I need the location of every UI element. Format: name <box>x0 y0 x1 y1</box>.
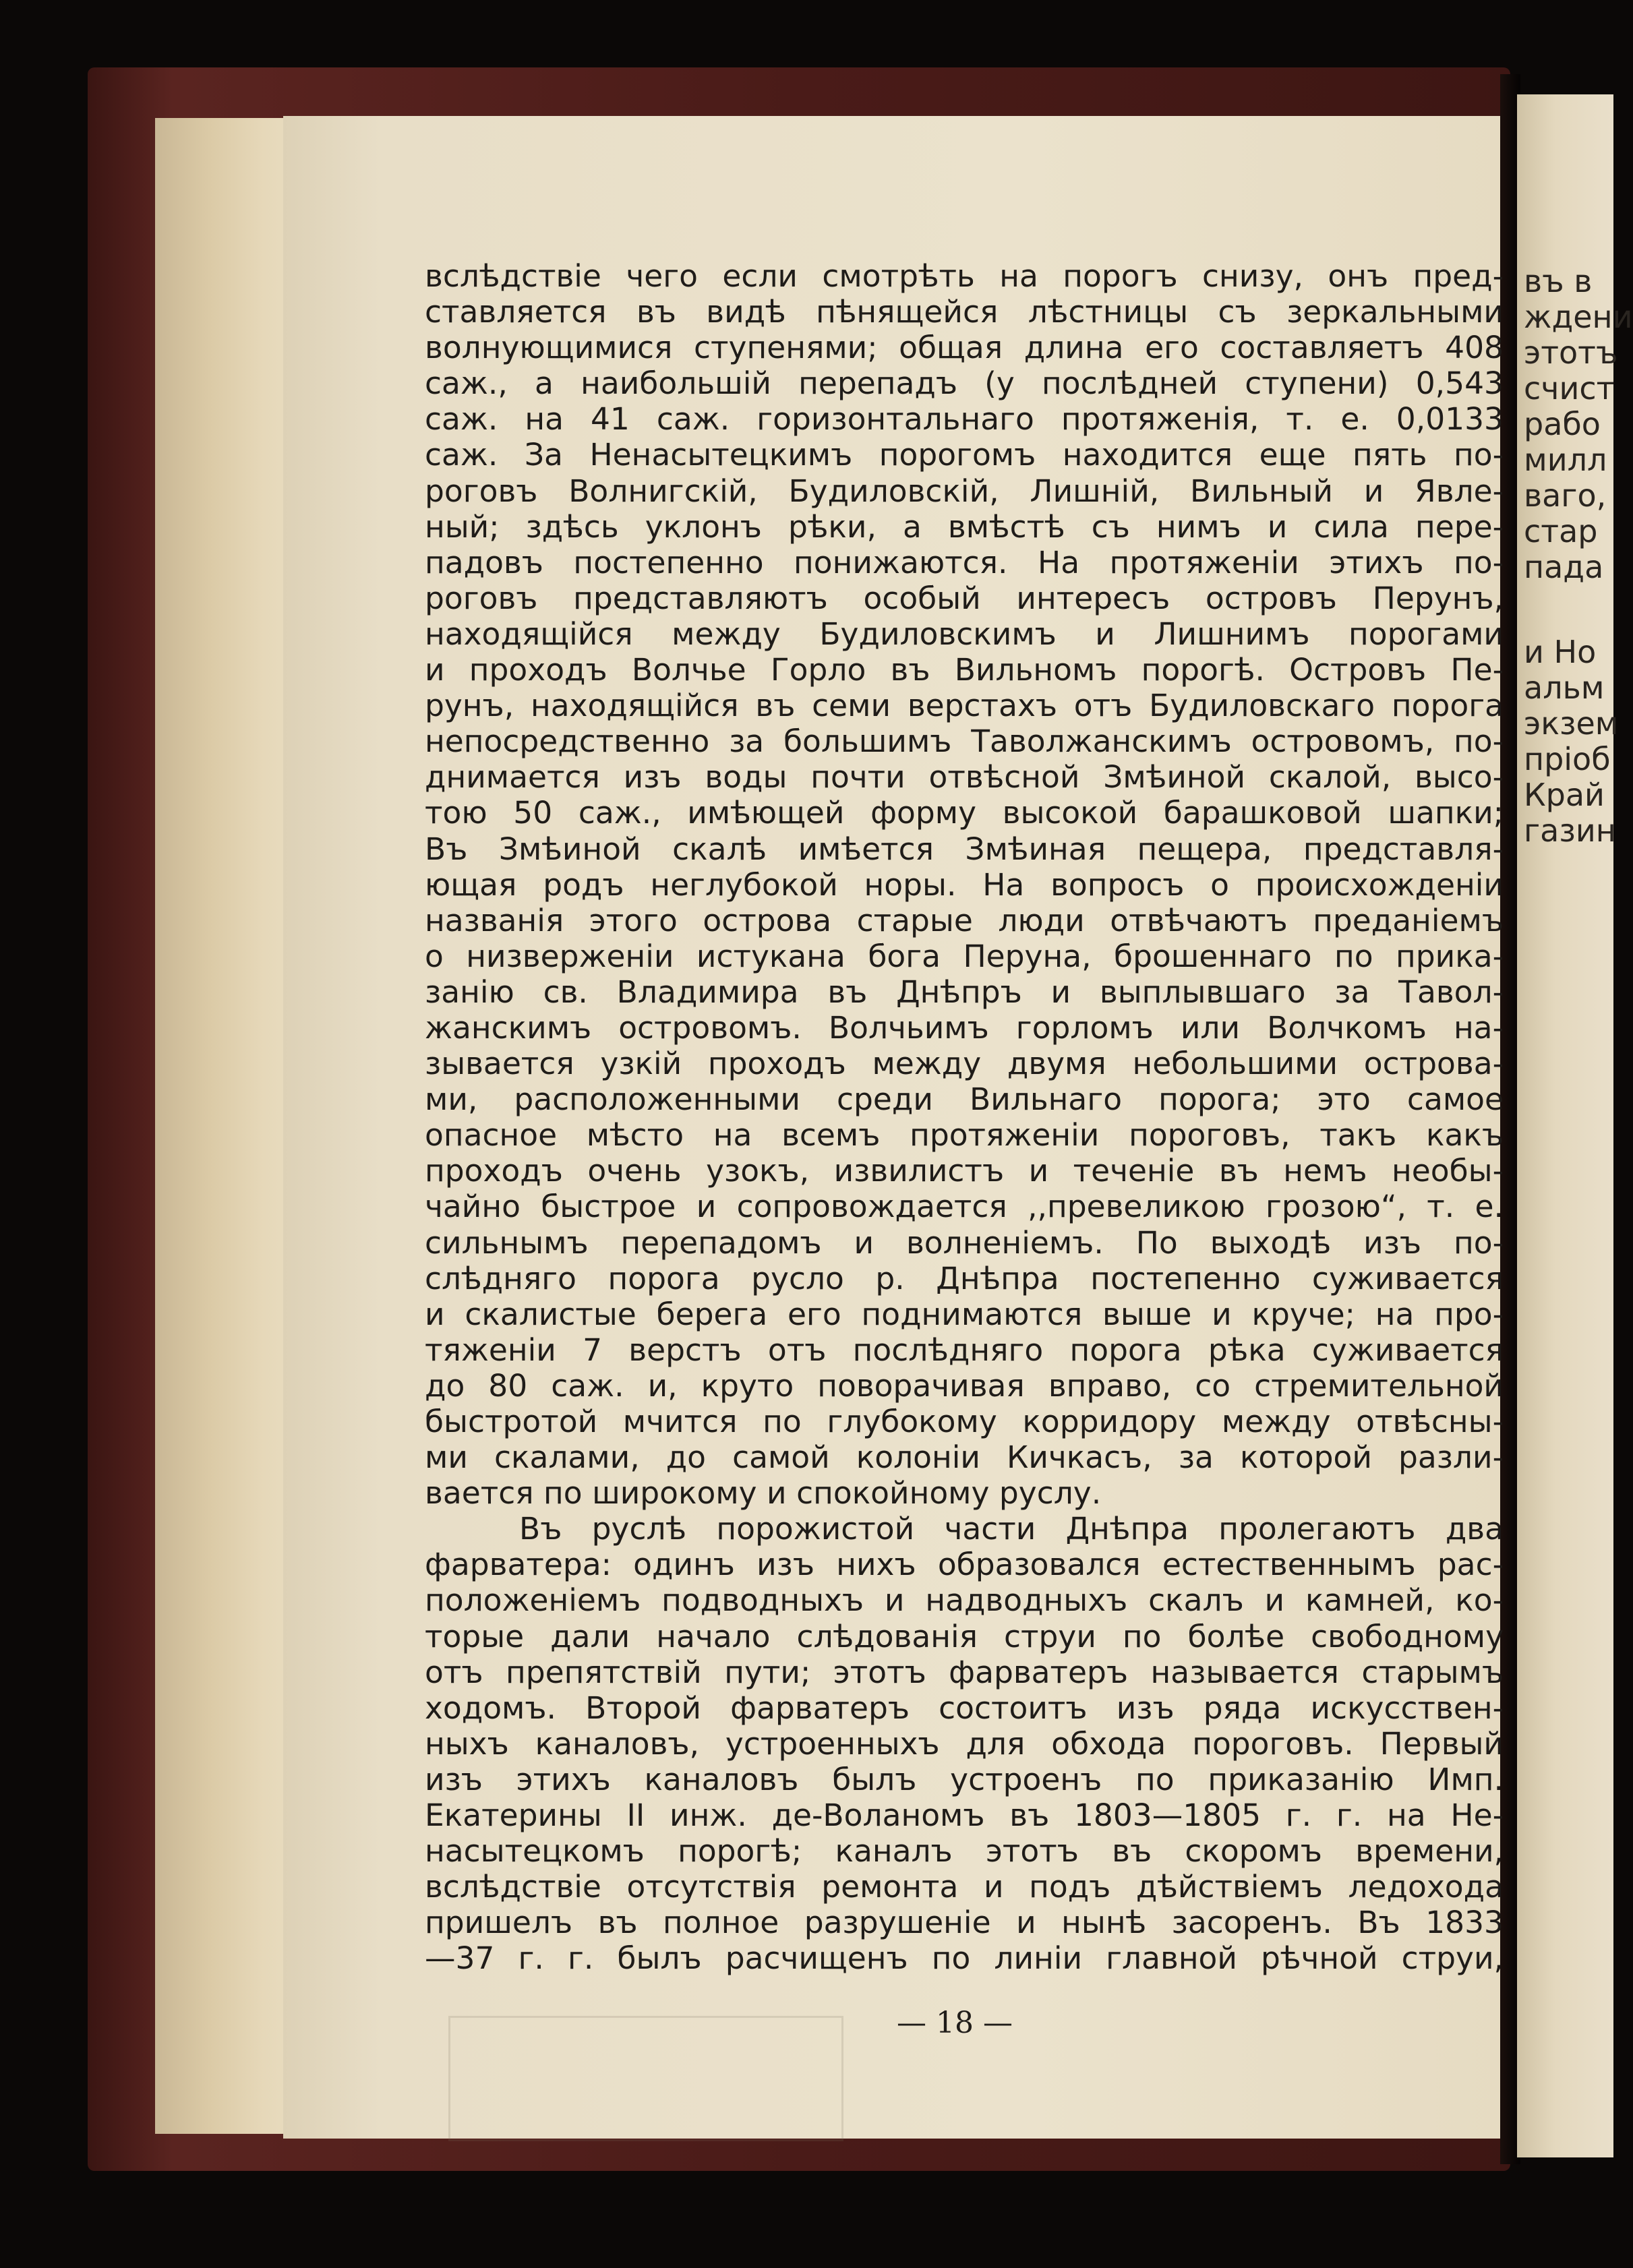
text-line: роговъ представляютъ особый интересъ островъ Перунъ, <box>425 580 1504 616</box>
text-line: роговъ Волнигскій, Будиловскій, Лишній, Вильный и Явле- <box>425 473 1504 509</box>
text-line: ный; здѣсь уклонъ рѣки, а вмѣстѣ съ нимъ и сила пере- <box>425 508 1504 545</box>
text-line: волнующимися ступенями; общая длина его составляетъ 408 <box>425 330 1504 366</box>
page-number: — 18 — <box>897 2006 1013 2040</box>
next-page-line: альм <box>1524 669 1605 706</box>
next-page-line: ваго, <box>1524 477 1607 514</box>
next-page-line: стар <box>1524 513 1598 549</box>
next-page-line: рабо <box>1524 406 1601 442</box>
text-line: названія этого острова старые люди отвѣчаютъ преданіемъ <box>425 902 1504 938</box>
text-line: Екатерины II инж. де-Воланомъ въ 1803—1805 г. г. на Не- <box>425 1797 1504 1834</box>
text-line: —37 г. г. былъ расчищенъ по линіи главной рѣчной струи, <box>425 1940 1504 1977</box>
next-page-line: этотъ <box>1524 334 1618 371</box>
text-line: жанскимъ островомъ. Волчьимъ горломъ или Волчкомъ на- <box>425 1009 1504 1046</box>
text-line: ставляется въ видѣ пѣнящейся лѣстницы съ зеркальными <box>425 294 1504 330</box>
text-line: проходъ очень узокъ, извилистъ и теченіе въ немъ необы- <box>425 1153 1504 1189</box>
text-line: быстротой мчится по глубокому корридору между отвѣсны- <box>425 1404 1504 1439</box>
text-line: торые дали начало слѣдованія струи по болѣе свободному <box>425 1618 1504 1654</box>
text-line: изъ этихъ каналовъ былъ устроенъ по приказанію Имп. <box>425 1761 1504 1797</box>
next-page-line: газин <box>1524 812 1616 849</box>
text-line: насытецкомъ порогѣ; каналъ этотъ въ скоромъ времени, <box>425 1833 1504 1870</box>
next-page-line: Край <box>1524 777 1605 813</box>
text-line: опасное мѣсто на всемъ протяженіи пороговъ, такъ какъ <box>425 1117 1504 1154</box>
text-line: пришелъ въ полное разрушеніе и нынѣ засоренъ. Въ 1833 <box>425 1905 1504 1941</box>
text-line: ныхъ каналовъ, устроенныхъ для обхода пороговъ. Первый <box>425 1725 1504 1762</box>
text-line: Въ Змѣиной скалѣ имѣется Змѣиная пещера, представля- <box>425 831 1504 867</box>
text-line: вслѣдствіе отсутствія ремонта и подъ дѣйствіемъ ледохода <box>425 1869 1504 1905</box>
text-line: до 80 саж. и, круто поворачивая вправо, со стремительной <box>425 1367 1504 1404</box>
text-line: саж. За Ненасытецкимъ порогомъ находится еще пять по- <box>425 437 1504 473</box>
text-line: зывается узкій проходъ между двумя небольшими острова- <box>425 1046 1504 1082</box>
text-line: чайно быстрое и сопровождается ,,превеликою грозою“, т. е. <box>425 1189 1504 1225</box>
text-line: вается по широкому и спокойному руслу. <box>425 1475 1102 1512</box>
text-line: и скалистые берега его поднимаются выше и круче; на про- <box>425 1296 1504 1332</box>
next-page-line: пріоб <box>1524 741 1611 777</box>
text-line: о низверженіи истукана бога Перуна, брошеннаго по прика- <box>425 938 1504 974</box>
text-line: находящійся между Будиловскимъ и Лишнимъ порогами <box>425 616 1504 652</box>
text-line: фарватера: одинъ изъ нихъ образовался естественнымъ рас- <box>425 1547 1504 1583</box>
text-line: ющая родъ неглубокой норы. На вопросъ о происхожденіи <box>425 866 1504 903</box>
next-page-line: ждени <box>1524 299 1633 335</box>
text-line: и проходъ Волчье Горло въ Вильномъ порогѣ. Островъ Пе- <box>425 652 1504 688</box>
body-text <box>425 258 1504 1977</box>
text-line: тяженіи 7 верстъ отъ послѣдняго порога рѣка суживается <box>425 1332 1504 1368</box>
text-line: отъ препятствій пути; этотъ фарватеръ называется старымъ <box>425 1654 1504 1690</box>
next-page-line: пада <box>1524 549 1604 585</box>
next-page-line: милл <box>1524 442 1607 478</box>
text-line: непосредственно за большимъ Таволжанскимъ островомъ, по- <box>425 723 1504 760</box>
text-line: занію св. Владимира въ Днѣпръ и выплывшаго за Тавол- <box>425 974 1504 1010</box>
text-line: саж. на 41 саж. горизонтальнаго протяженія, т. е. 0,0133 <box>425 401 1504 438</box>
text-line: ми скалами, до самой колоніи Кичкасъ, за которой разли- <box>425 1439 1504 1476</box>
next-page-line: счист <box>1524 370 1615 407</box>
text-line: Въ руслѣ порожистой части Днѣпра пролегаютъ два <box>519 1511 1504 1547</box>
text-line: саж., а наибольшій перепадъ (у послѣдней ступени) 0,543 <box>425 365 1504 402</box>
next-page-line: экзем <box>1524 705 1619 742</box>
text-line: слѣдняго порога русло р. Днѣпра постепенно суживается <box>425 1260 1504 1296</box>
text-line: вслѣдствіе чего если смотрѣть на порогъ снизу, онъ пред- <box>425 258 1504 294</box>
right-page-fragment <box>1517 94 1633 2157</box>
text-line: днимается изъ воды почти отвѣсной Змѣиной скалой, высо- <box>425 759 1504 796</box>
next-page-line: въ в <box>1524 263 1593 299</box>
text-line: тою 50 саж., имѣющей форму высокой барашковой шапки; <box>425 795 1504 831</box>
text-line: падовъ постепенно понижаются. На протяженіи этихъ по- <box>425 544 1504 580</box>
text-line: сильнымъ перепадомъ и волненіемъ. По выходѣ изъ по- <box>425 1224 1504 1261</box>
text-line: рунъ, находящійся въ семи верстахъ отъ Будиловскаго порога <box>425 688 1504 724</box>
text-line: ходомъ. Второй фарватеръ состоитъ изъ ряда искусствен- <box>425 1690 1504 1726</box>
next-page-line: и Но <box>1524 634 1597 670</box>
library-stamp <box>448 2016 843 2141</box>
text-line: положеніемъ подводныхъ и надводныхъ скалъ и камней, ко- <box>425 1582 1504 1619</box>
text-line: ми, расположенными среди Вильнаго порога; это самое <box>425 1081 1504 1118</box>
